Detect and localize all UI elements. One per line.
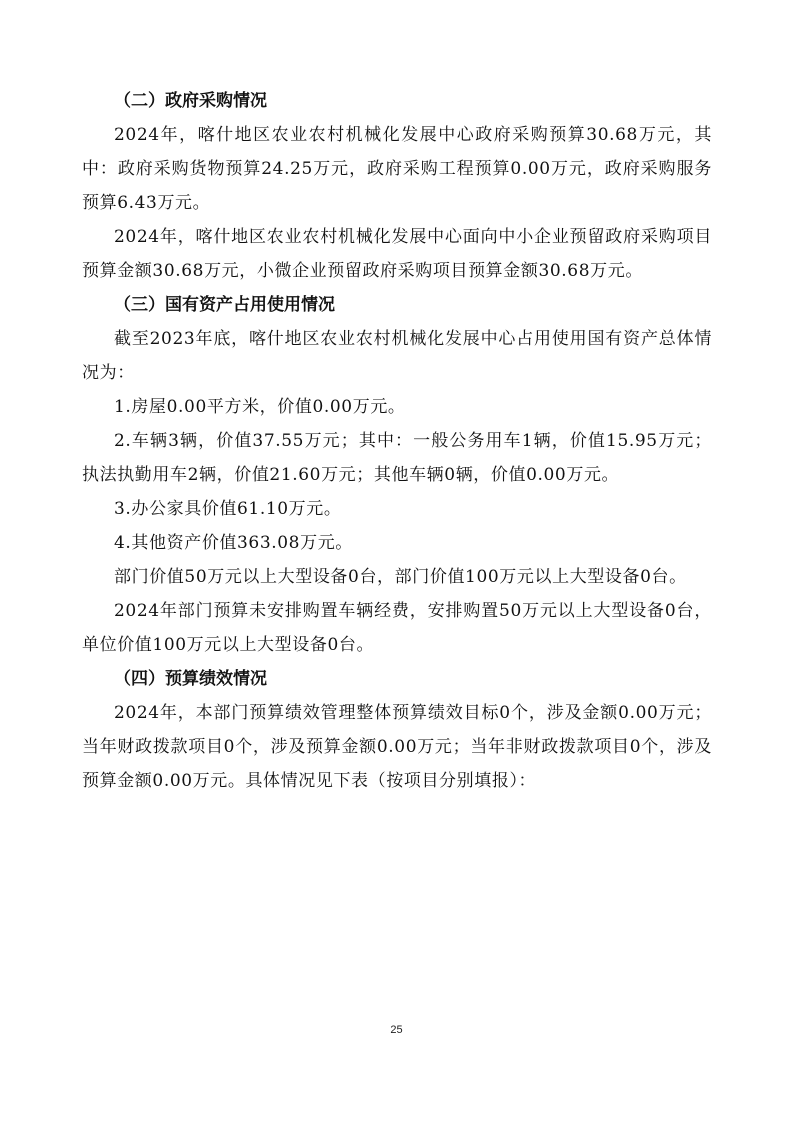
section-state-assets xyxy=(82,288,712,662)
section-heading: （三）国有资产占用使用情况 xyxy=(114,295,335,315)
paragraph: 2024年部门预算未安排购置车辆经费，安排购置50万元以上大型设备0台，单位价值100万元以上大型设备0台。 xyxy=(82,601,712,655)
section-budget-performance xyxy=(82,662,712,798)
paragraph: 截至2023年底，喀什地区农业农村机械化发展中心占用使用国有资产总体情况为： xyxy=(82,329,712,383)
paragraph: 部门价值50万元以上大型设备0台，部门价值100万元以上大型设备0台。 xyxy=(114,567,687,587)
section-heading: （二）政府采购情况 xyxy=(114,91,267,111)
paragraph: 2024年，本部门预算绩效管理整体预算绩效目标0个，涉及金额0.00万元；当年财政拨款项目0个，涉及预算金额0.00万元；当年非财政拨款项目0个，涉及预算金额0.00万元。具体情况见下表（按项目分别填报）： xyxy=(82,703,712,791)
page-number: 25 xyxy=(390,1024,403,1036)
section-heading: （四）预算绩效情况 xyxy=(114,669,267,689)
paragraph: 3.办公家具价值61.10万元。 xyxy=(114,499,342,519)
paragraph: 2.车辆3辆，价值37.55万元；其中：一般公务用车1辆，价值15.95万元；执法执勤用车2辆，价值21.60万元；其他车辆0辆，价值0.00万元。 xyxy=(82,431,712,485)
paragraph: 4.其他资产价值363.08万元。 xyxy=(114,533,353,553)
page-content xyxy=(82,84,712,798)
section-government-procurement xyxy=(82,84,712,288)
paragraph: 2024年，喀什地区农业农村机械化发展中心面向中小企业预留政府采购项目预算金额30.68万元，小微企业预留政府采购项目预算金额30.68万元。 xyxy=(82,227,712,281)
paragraph: 1.房屋0.00平方米，价值0.00万元。 xyxy=(114,397,406,417)
paragraph: 2024年，喀什地区农业农村机械化发展中心政府采购预算30.68万元，其中：政府采购货物预算24.25万元，政府采购工程预算0.00万元，政府采购服务预算6.43万元。 xyxy=(82,125,712,213)
